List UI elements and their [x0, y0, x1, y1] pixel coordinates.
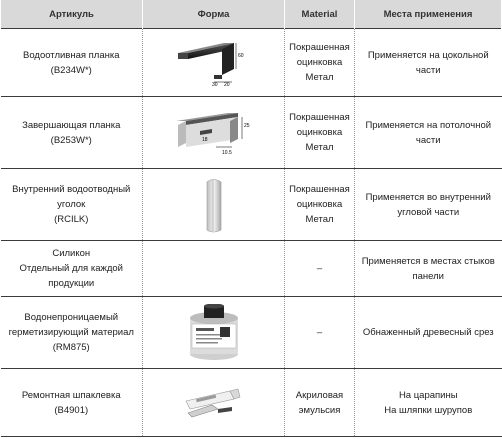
table-row: [1, 169, 502, 241]
cell-shape: [143, 169, 285, 241]
header-shape: Форма: [143, 0, 285, 29]
cell-usage: Обнаженный древесный срез: [355, 297, 502, 369]
cell-article: Водоотливная планка (B234W*): [1, 29, 143, 97]
dim-label: 30: [211, 81, 218, 87]
table-row: [1, 241, 502, 297]
inner-corner-profile-icon: [199, 176, 229, 234]
cell-article: Силикон Отдельный для каждой продукции: [1, 241, 143, 297]
header-article: Артикуль: [1, 0, 143, 29]
cell-usage: Применяется на цокольной части: [355, 29, 502, 97]
cell-usage: Применяется во внутренний угловой части: [355, 169, 502, 241]
drip-flashing-profile-icon: [174, 39, 254, 87]
cell-article: Ремонтная шпаклевка (B4901): [1, 369, 143, 437]
cell-material: Покрашенная оцинковка Метал: [285, 169, 355, 241]
header-material: Material: [285, 0, 355, 29]
dim-label: 10.5: [221, 149, 232, 156]
cell-article: Внутренний водоотводный уголок (RCILK): [1, 169, 143, 241]
putty-tube-and-spatula-icon: [178, 383, 250, 423]
cell-usage: На царапины На шляпки шурупов: [355, 369, 502, 437]
sealant-can-icon: [186, 304, 242, 362]
table-row: [1, 369, 502, 437]
cell-material: Покрашенная оцинковка Метал: [285, 97, 355, 169]
cell-shape: [143, 29, 285, 97]
cell-material: Акриловая эмульсия: [285, 369, 355, 437]
dim-label: 20: [223, 81, 230, 87]
cell-shape: [143, 369, 285, 437]
finishing-strip-profile-icon: [172, 109, 256, 157]
cell-usage: Применяется на потолочной части: [355, 97, 502, 169]
cell-material: –: [285, 297, 355, 369]
cell-usage: Применяется в местах стыков панели: [355, 241, 502, 297]
cell-shape: [143, 297, 285, 369]
cell-shape: [143, 241, 285, 297]
table-row: [1, 297, 502, 369]
header-usage: Места применения: [355, 0, 502, 29]
table-row: [1, 29, 502, 97]
cell-article: Водонепроницаемый герметизирующий материал (RM875): [1, 297, 143, 369]
table-row: [1, 97, 502, 169]
dim-label: 18: [201, 136, 208, 143]
cell-material: –: [285, 241, 355, 297]
dim-label: 25: [243, 122, 250, 129]
cell-shape: [143, 97, 285, 169]
cell-article: Завершающая планка (B253W*): [1, 97, 143, 169]
table-header-row: [1, 0, 502, 29]
dim-label: 60: [237, 52, 244, 59]
cell-material: Покрашенная оцинковка Метал: [285, 29, 355, 97]
